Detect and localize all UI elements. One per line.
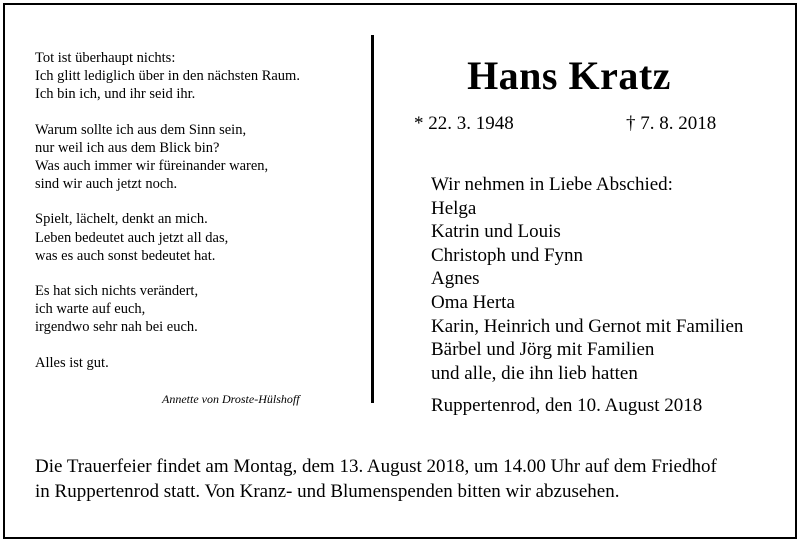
mourner: Oma Herta	[431, 291, 515, 313]
vertical-divider	[371, 35, 374, 403]
poem-stanza	[35, 282, 355, 337]
poem-stanza	[35, 354, 355, 372]
mourner: Helga	[431, 197, 477, 219]
poem-line: nur weil ich aus dem Blick bin?	[35, 139, 220, 156]
funeral-notice	[35, 454, 775, 504]
funeral-notice-line: Die Trauerfeier findet am Montag, dem 13. August 2018, um 14.00 Uhr auf dem Friedhof	[35, 456, 717, 477]
poem	[35, 49, 355, 389]
poem-line: Ich bin ich, und ihr seid ihr.	[35, 86, 196, 103]
mourner: Bärbel und Jörg mit Familien	[431, 339, 655, 361]
poem-line: Warum sollte ich aus dem Sinn sein,	[35, 121, 247, 138]
mourner: Karin, Heinrich und Gernot mit Familien	[431, 315, 744, 337]
poem-stanza	[35, 121, 355, 194]
death-date: † 7. 8. 2018	[626, 113, 717, 134]
poem-stanza	[35, 49, 355, 104]
mourners-heading: Wir nehmen in Liebe Abschied:	[431, 174, 673, 195]
poem-line: Es hat sich nichts verändert,	[35, 283, 199, 300]
funeral-notice-line: in Ruppertenrod statt. Von Kranz- und Blumenspenden bitten wir abzusehen.	[35, 481, 620, 502]
poem-line: Was auch immer wir füreinander waren,	[35, 158, 269, 175]
birth-date: * 22. 3. 1948	[414, 113, 514, 134]
poem-line: Ich glitt lediglich über in den nächsten Raum.	[35, 68, 300, 85]
mourner: Katrin und Louis	[431, 221, 561, 243]
poem-line: Spielt, lächelt, denkt an mich.	[35, 211, 208, 228]
poem-line: was es auch sonst bedeutet hat.	[35, 247, 216, 264]
poem-author: Annette von Droste-Hülshoff	[162, 392, 300, 406]
mourner: Christoph und Fynn	[431, 244, 584, 266]
poem-stanza	[35, 210, 355, 265]
poem-line: sind wir auch jetzt noch.	[35, 176, 178, 193]
mourner: und alle, die ihn lieb hatten	[431, 362, 638, 384]
poem-line: Tot ist überhaupt nichts:	[35, 50, 176, 66]
mourner: Agnes	[431, 268, 480, 290]
mourners-list	[431, 173, 743, 385]
poem-line: Leben bedeutet auch jetzt all das,	[35, 229, 229, 246]
place-and-date: Ruppertenrod, den 10. August 2018	[431, 395, 703, 416]
poem-line: irgendwo sehr nah bei euch.	[35, 319, 198, 336]
poem-line: ich warte auf euch,	[35, 301, 146, 318]
poem-line: Alles ist gut.	[35, 354, 109, 371]
deceased-name: Hans Kratz	[467, 53, 671, 98]
